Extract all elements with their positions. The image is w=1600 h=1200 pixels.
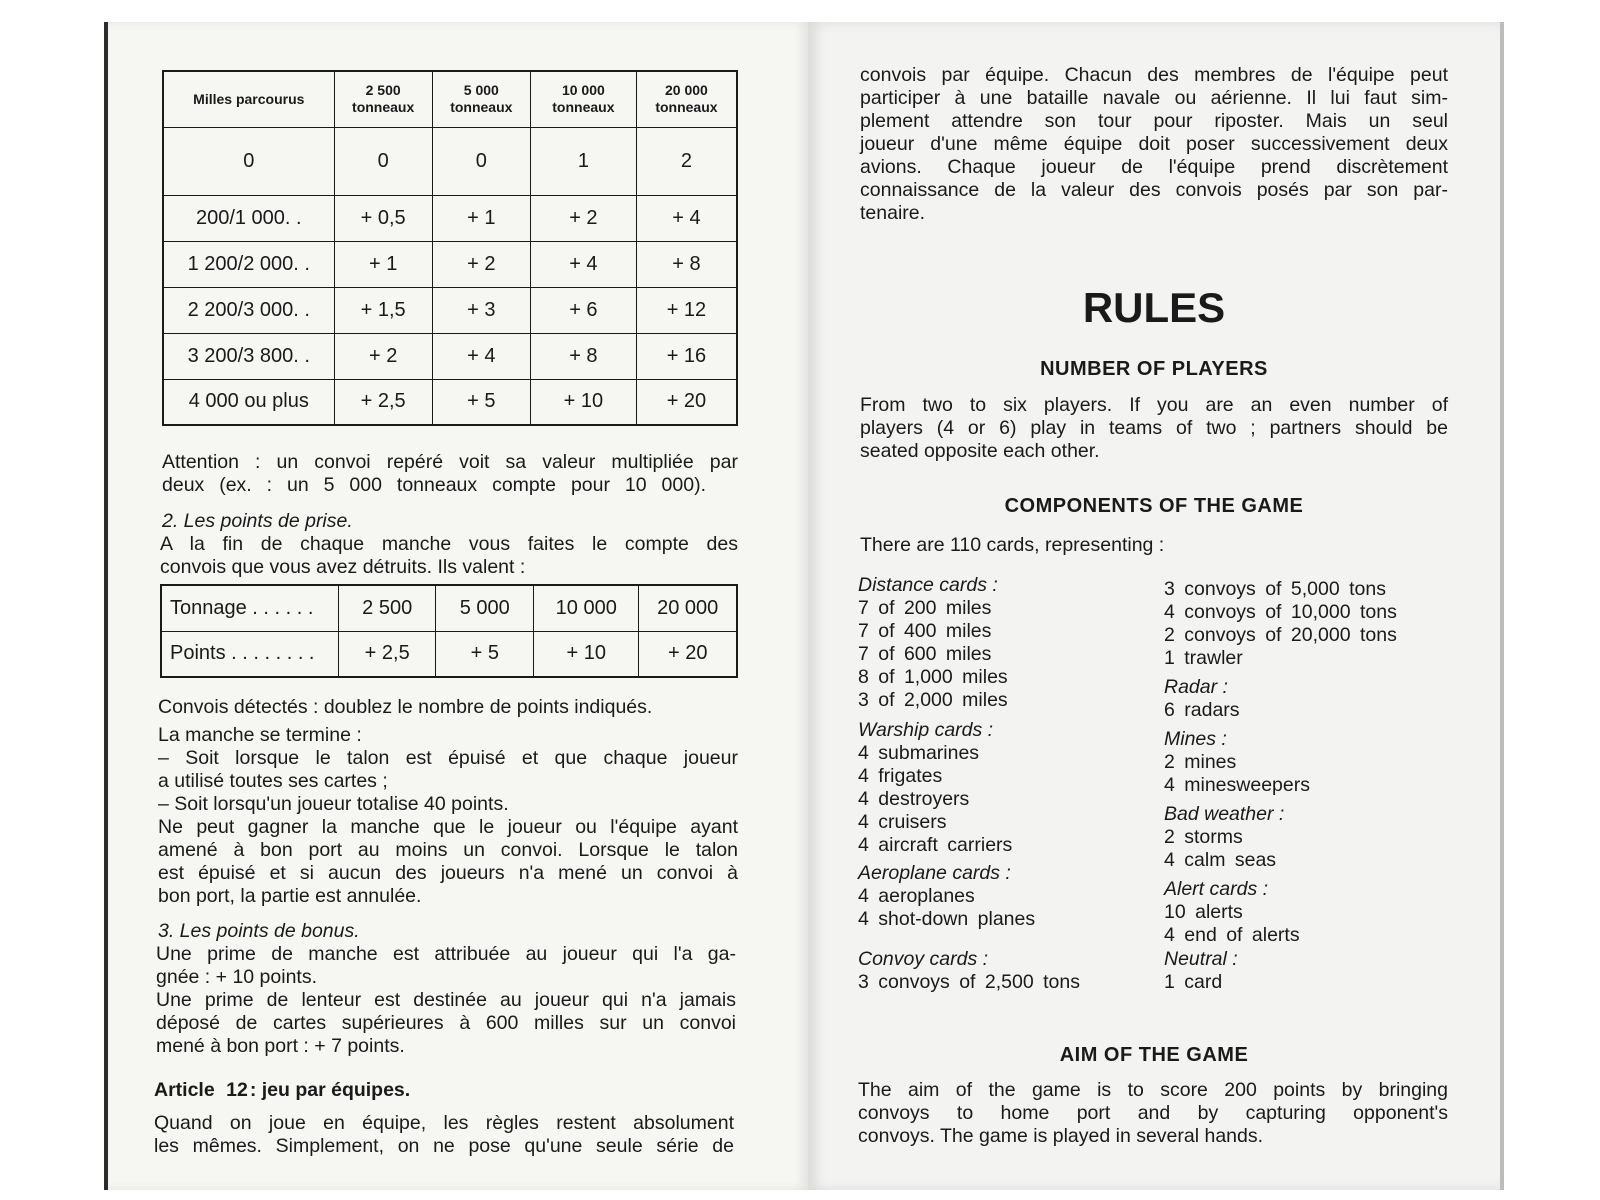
list-item: 4 minesweepers xyxy=(1164,774,1310,796)
paragraph-line: plement attendre son tour pour riposter. Mais un seul xyxy=(860,110,1448,132)
table-cell: + 5 xyxy=(436,631,534,677)
list-item: 10 alerts xyxy=(1164,901,1243,923)
paragraph-line: les mêmes. Simplement, on ne pose qu'une seule série de xyxy=(154,1135,734,1157)
table-row xyxy=(163,195,737,241)
table-row xyxy=(161,631,737,677)
paragraph-line: players (4 or 6) play in teams of two ; partners should be xyxy=(860,417,1448,439)
list-item: 6 radars xyxy=(1164,699,1240,721)
rules-title: RULES xyxy=(1082,284,1226,331)
paragraph-line: seated opposite each other. xyxy=(860,440,1100,462)
table-cell: + 2 xyxy=(530,195,636,241)
paragraph-line: convois que vous avez détruits. Ils valent : xyxy=(160,556,526,578)
players-heading: NUMBER OF PLAYERS xyxy=(1040,358,1268,380)
table-cell: + 4 xyxy=(530,241,636,287)
paragraph-line: Quand on joue en équipe, les règles restent absolument xyxy=(154,1112,734,1134)
table-cell: 10 000 xyxy=(534,585,639,631)
list-item: 7 of 200 miles xyxy=(858,597,992,619)
table-cell: + 10 xyxy=(534,631,639,677)
paragraph-line: convoys. The game is played in several hands. xyxy=(858,1125,1264,1147)
list-item: 4 end of alerts xyxy=(1164,924,1300,946)
paragraph-line: convoys to home port and by capturing opponent's xyxy=(858,1102,1448,1124)
list-item: 7 of 600 miles xyxy=(858,643,992,665)
table-cell: + 4 xyxy=(636,195,737,241)
table-cell: + 2,5 xyxy=(334,379,432,425)
table-cell: 2 200/3 000. . xyxy=(163,287,334,333)
attention-line: deux (ex. : un 5 000 tonneaux compte pour 10 000). xyxy=(162,474,706,496)
table-cell: + 8 xyxy=(636,241,737,287)
detected-note: Convois détectés : doublez le nombre de points indiqués. xyxy=(158,696,653,718)
paragraph-line: Ne peut gagner la manche que le joueur ou l'équipe ayant xyxy=(158,816,738,838)
list-item: 2 mines xyxy=(1164,751,1237,773)
article-number: 12 xyxy=(226,1079,248,1101)
table-cell: + 1 xyxy=(334,241,432,287)
table-cell: + 0,5 xyxy=(334,195,432,241)
table-cell: + 6 xyxy=(530,287,636,333)
paragraph-line: déposé de cartes supérieures à 600 milles sur un convoi xyxy=(156,1012,736,1034)
category-heading: Warship cards : xyxy=(858,719,994,741)
list-item: 2 storms xyxy=(1164,826,1243,848)
category-heading: Distance cards : xyxy=(858,574,998,596)
table-cell: 4 000 ou plus xyxy=(163,379,334,425)
left-page xyxy=(108,22,808,1190)
components-intro: There are 110 cards, representing : xyxy=(860,534,1165,556)
article-heading xyxy=(154,1079,410,1102)
table-header: 5 000 tonneaux xyxy=(432,71,530,127)
paragraph-line: avions. Chaque joueur de l'équipe prend discrètement xyxy=(860,156,1448,178)
table-cell: 0 xyxy=(334,127,432,195)
table-cell: + 1,5 xyxy=(334,287,432,333)
article-label: Article xyxy=(154,1079,215,1101)
table-header: 20 000 tonneaux xyxy=(636,71,737,127)
table-header-row xyxy=(163,71,737,127)
paragraph-line: La manche se termine : xyxy=(158,724,362,746)
milles-table xyxy=(162,70,738,426)
table-cell: 0 xyxy=(432,127,530,195)
table-cell: + 5 xyxy=(432,379,530,425)
category-heading: Aeroplane cards : xyxy=(858,862,1011,884)
table-row xyxy=(163,241,737,287)
paragraph-line: a utilisé toutes ses cartes ; xyxy=(158,770,388,792)
paragraph-line: From two to six players. If you are an even number of xyxy=(860,394,1448,416)
table-cell: 200/1 000. . xyxy=(163,195,334,241)
category-heading: Radar : xyxy=(1164,676,1228,698)
components-heading: COMPONENTS OF THE GAME xyxy=(1004,495,1304,517)
category-heading: Mines : xyxy=(1164,728,1227,750)
paragraph-line: joueur d'une même équipe doit poser successivement deux xyxy=(860,133,1448,155)
list-item: 4 frigates xyxy=(858,765,943,787)
page-edge xyxy=(1500,22,1504,1190)
aim-heading: AIM OF THE GAME xyxy=(1059,1044,1249,1066)
paragraph-line: convois par équipe. Chacun des membres de l'équipe peut xyxy=(860,64,1448,86)
paragraph-line: – Soit lorsqu'un joueur totalise 40 points. xyxy=(158,793,509,815)
paragraph-line: connaissance de la valeur des convois posés par son par- xyxy=(860,179,1448,201)
list-item: 7 of 400 miles xyxy=(858,620,992,642)
table-cell: + 2 xyxy=(432,241,530,287)
table-cell: + 1 xyxy=(432,195,530,241)
table-row xyxy=(163,287,737,333)
paragraph-line: est épuisé et si aucun des joueurs n'a mené un convoi à xyxy=(158,862,738,884)
prise-table xyxy=(160,584,738,678)
paragraph-line: A la fin de chaque manche vous faites le compte des xyxy=(160,533,738,555)
list-item: 4 convoys of 10,000 tons xyxy=(1164,601,1397,623)
table-header: 2 500 tonneaux xyxy=(334,71,432,127)
table-cell: 1 xyxy=(530,127,636,195)
table-cell: + 8 xyxy=(530,333,636,379)
table-cell: 3 200/3 800. . xyxy=(163,333,334,379)
table-cell: + 12 xyxy=(636,287,737,333)
table-row xyxy=(163,379,737,425)
list-item: 4 cruisers xyxy=(858,811,947,833)
table-row xyxy=(163,127,737,195)
attention-line: Attention : un convoi repéré voit sa valeur multipliée par xyxy=(162,451,738,473)
list-item: 4 calm seas xyxy=(1164,849,1277,871)
section-title: 2. Les points de prise. xyxy=(162,510,353,532)
paragraph-line: Une prime de manche est attribuée au joueur qui l'a ga- xyxy=(156,943,736,965)
table-cell: + 20 xyxy=(636,379,737,425)
list-item: 8 of 1,000 miles xyxy=(858,666,1008,688)
paragraph-line: The aim of the game is to score 200 points by bringing xyxy=(858,1079,1448,1101)
paragraph-line: tenaire. xyxy=(860,202,926,224)
list-item: 2 convoys of 20,000 tons xyxy=(1164,624,1397,646)
paragraph-line: participer à une bataille navale ou aérienne. Il lui faut sim- xyxy=(860,87,1448,109)
list-item: 1 card xyxy=(1164,971,1223,993)
paragraph-line: amené à bon port au moins un convoi. Lorsque le talon xyxy=(158,839,738,861)
table-cell: + 20 xyxy=(639,631,737,677)
table-row xyxy=(163,333,737,379)
table-cell: + 3 xyxy=(432,287,530,333)
right-page xyxy=(808,22,1500,1190)
table-cell: + 2 xyxy=(334,333,432,379)
section-title: 3. Les points de bonus. xyxy=(158,920,360,942)
table-cell: 5 000 xyxy=(436,585,534,631)
paragraph-line: gnée : + 10 points. xyxy=(156,966,317,988)
list-item: 3 convoys of 2,500 tons xyxy=(858,971,1080,993)
list-item: 3 of 2,000 miles xyxy=(858,689,1008,711)
paragraph-line: bon port, la partie est annulée. xyxy=(158,885,422,907)
list-item: 4 aeroplanes xyxy=(858,885,975,907)
table-cell: + 4 xyxy=(432,333,530,379)
article-title: : jeu par équipes. xyxy=(249,1079,411,1101)
table-header: Milles parcourus xyxy=(163,71,334,127)
category-heading: Bad weather : xyxy=(1164,803,1285,825)
table-cell: + 10 xyxy=(530,379,636,425)
paragraph-line: – Soit lorsque le talon est épuisé et que chaque joueur xyxy=(158,747,738,769)
table-row xyxy=(161,585,737,631)
table-cell: Points . . . . . . . . xyxy=(161,631,338,677)
table-cell: Tonnage . . . . . . xyxy=(161,585,338,631)
list-item: 3 convoys of 5,000 tons xyxy=(1164,578,1386,600)
table-cell: + 16 xyxy=(636,333,737,379)
category-heading: Convoy cards : xyxy=(858,948,989,970)
paragraph-line: mené à bon port : + 7 points. xyxy=(156,1035,405,1057)
paragraph-line: Une prime de lenteur est destinée au joueur qui n'a jamais xyxy=(156,989,736,1011)
list-item: 4 aircraft carriers xyxy=(858,834,1013,856)
table-cell: 1 200/2 000. . xyxy=(163,241,334,287)
list-item: 4 submarines xyxy=(858,742,980,764)
table-cell: + 2,5 xyxy=(338,631,436,677)
table-cell: 2 xyxy=(636,127,737,195)
table-header: 10 000 tonneaux xyxy=(530,71,636,127)
table-cell: 20 000 xyxy=(639,585,737,631)
category-heading: Neutral : xyxy=(1164,948,1238,970)
list-item: 4 shot-down planes xyxy=(858,908,1036,930)
category-heading: Alert cards : xyxy=(1164,878,1269,900)
list-item: 1 trawler xyxy=(1164,647,1243,669)
table-cell: 0 xyxy=(163,127,334,195)
table-cell: 2 500 xyxy=(338,585,436,631)
list-item: 4 destroyers xyxy=(858,788,970,810)
